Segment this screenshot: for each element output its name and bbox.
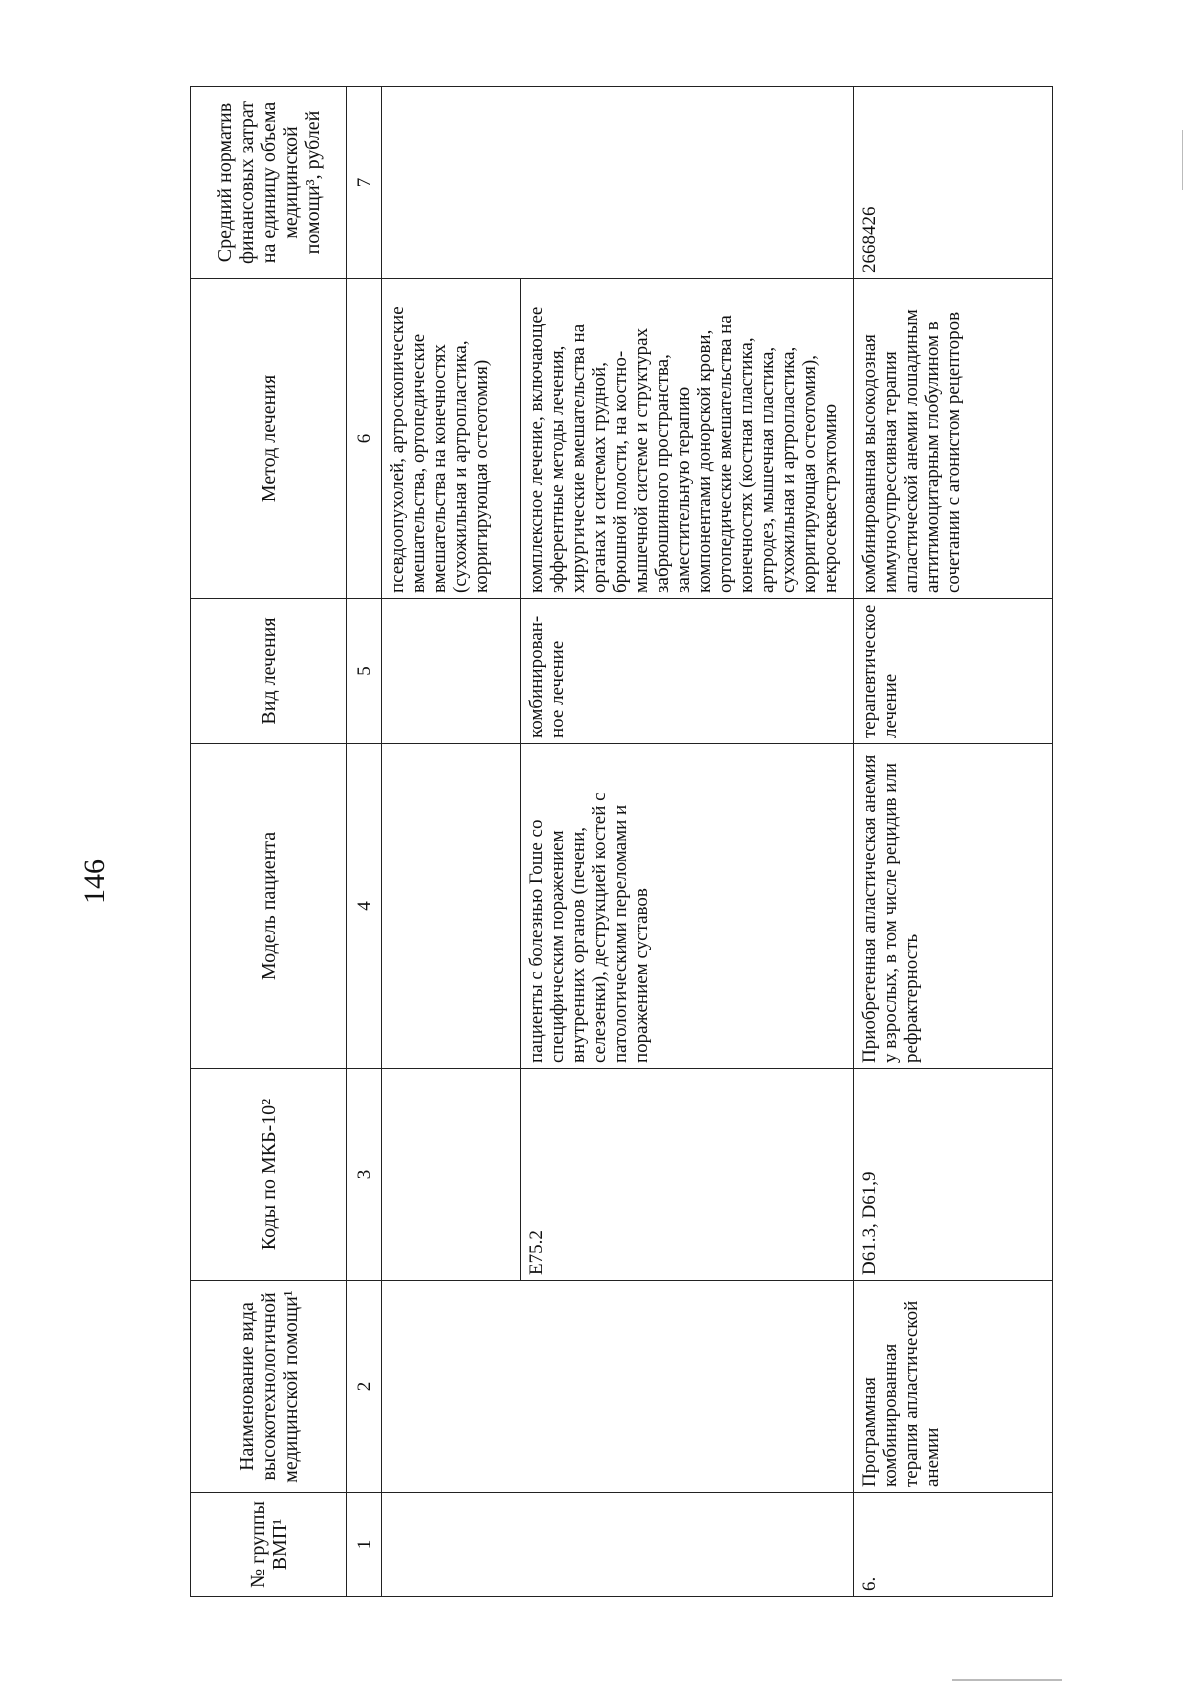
column-number: 2 bbox=[347, 1281, 382, 1493]
cell-model bbox=[382, 744, 521, 1069]
table-row bbox=[521, 87, 854, 1597]
column-number-row bbox=[347, 87, 382, 1597]
header-icd-codes: Коды по МКБ-10² bbox=[191, 1069, 347, 1281]
cell-group: 6. bbox=[854, 1493, 1053, 1597]
column-number: 4 bbox=[347, 744, 382, 1069]
column-number: 7 bbox=[347, 87, 382, 279]
cell-method: комплексное лечение, включающее эфферентные методы лечения, хирургические вмешательства на органах и системах грудной, брюшной полости, на костно-мышечной системе и структурах забрюшинного пространства, заместительную терапию компонентами донорской крови, ортопедические вмешательства на конечностях (костная пластика, артродез, мышечная пластика, сухожильная и артропластика, корригирующая остеотомия), некросеквестрэктомию bbox=[521, 279, 854, 599]
cell-codes bbox=[382, 1069, 521, 1281]
cell-group bbox=[382, 1493, 521, 1597]
header-treatment-type: Вид лечения bbox=[191, 599, 347, 744]
cell-cost bbox=[382, 87, 521, 279]
scan-artifact bbox=[1182, 130, 1183, 190]
cell-model: пациенты с болезнью Гоше со специфическим поражением внутренних органов (печени, селезенки), деструкцией костей с патологическими переломами и поражением суставов bbox=[521, 744, 854, 1069]
header-treatment-method: Метод лечения bbox=[191, 279, 347, 599]
header-patient-model: Модель пациента bbox=[191, 744, 347, 1069]
header-care-type-name: Наименование вида высокотехнологичной медицинской помощи¹ bbox=[191, 1281, 347, 1493]
header-row bbox=[191, 87, 347, 1597]
column-number: 5 bbox=[347, 599, 382, 744]
cell-method: комбинированная высокодозная иммуносупрессивная терапия апластической анемии лошадиным антитимоцитарным глобулином в сочетании с агонистом рецепторов bbox=[854, 279, 1053, 599]
cell-treatment-type: комбинирован-ное лечение bbox=[521, 599, 854, 744]
page-number: 146 bbox=[78, 859, 111, 904]
cell-treatment-type bbox=[382, 599, 521, 744]
cell-group bbox=[521, 1493, 854, 1597]
column-number: 3 bbox=[347, 1069, 382, 1281]
cell-cost: 2668426 bbox=[854, 87, 1053, 279]
header-group-number: № группы ВМП¹ bbox=[191, 1493, 347, 1597]
column-number: 1 bbox=[347, 1493, 382, 1597]
cell-codes: E75.2 bbox=[521, 1069, 854, 1281]
cell-codes: D61.3, D61,9 bbox=[854, 1069, 1053, 1281]
vmp-table bbox=[190, 86, 1053, 1597]
cell-name bbox=[382, 1281, 521, 1493]
cell-name: Программная комбинированная терапия апластической анемии bbox=[854, 1281, 1053, 1493]
cell-cost bbox=[521, 87, 854, 279]
table-row bbox=[382, 87, 521, 1597]
cell-name bbox=[521, 1281, 854, 1493]
scan-artifact bbox=[952, 1679, 1062, 1681]
table-row bbox=[854, 87, 1053, 1597]
header-average-cost: Средний норматив финансовых затрат на единицу объема медицинской помощи³, рублей bbox=[191, 87, 347, 279]
cell-method: псевдоопухолей, артроскопические вмешательства, ортопедические вмешательства на конечностях (сухожильная и артропластика, корригирующая остеотомия) bbox=[382, 279, 521, 599]
cell-treatment-type: терапевтическое лечение bbox=[854, 599, 1053, 744]
cell-model: Приобретенная апластическая анемия у взрослых, в том числе рецидив или рефрактерность bbox=[854, 744, 1053, 1069]
column-number: 6 bbox=[347, 279, 382, 599]
